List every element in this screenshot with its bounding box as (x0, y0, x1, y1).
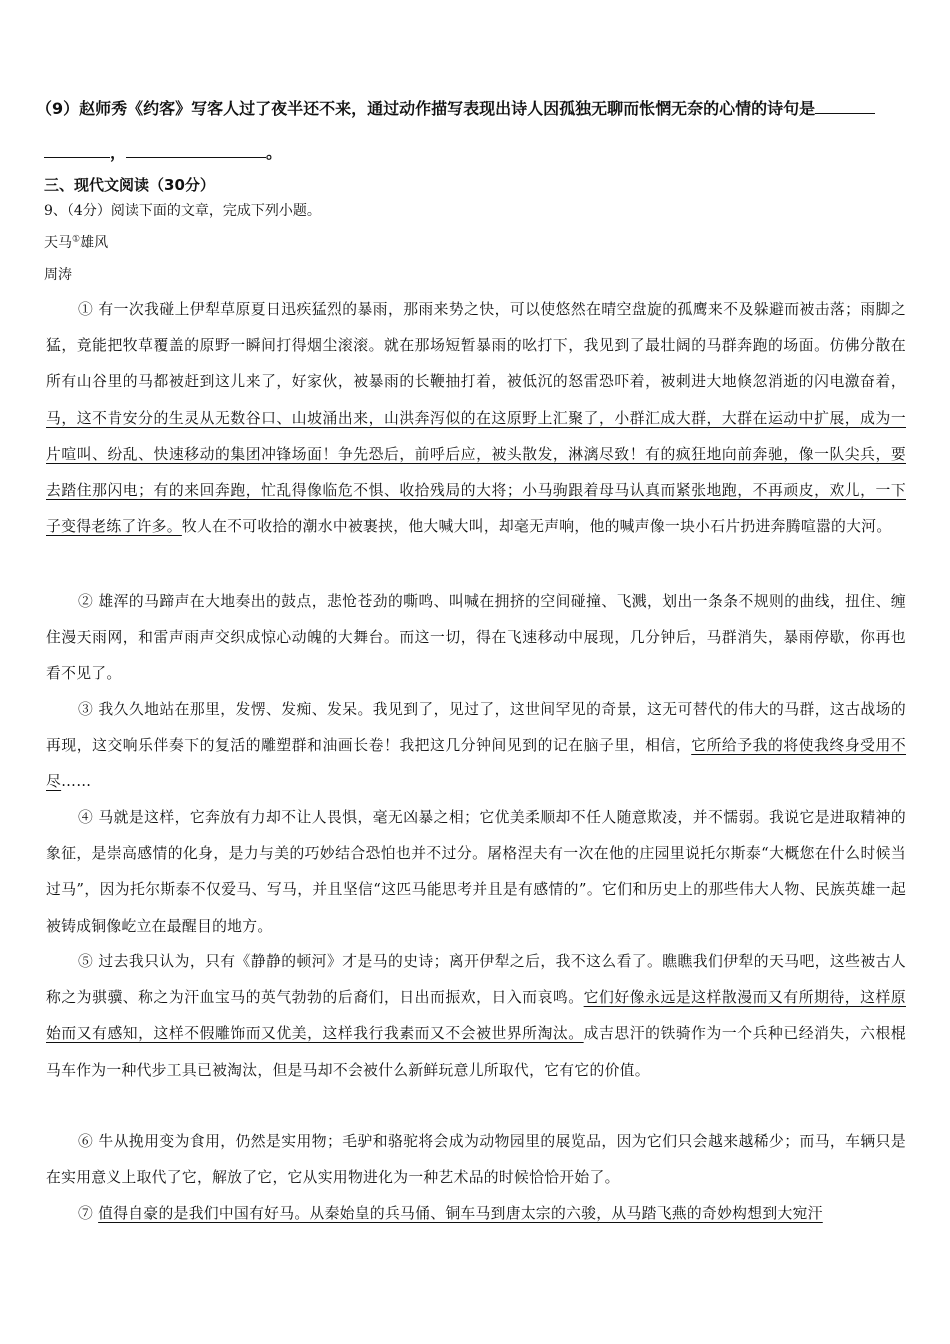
answer-blank-1[interactable] (815, 112, 875, 114)
answer-blank-1-cont[interactable] (44, 156, 110, 158)
blank-comma: ， (110, 143, 127, 162)
title-footnote-mark: ① (72, 234, 81, 245)
question-9-text: （9）赵师秀《约客》写客人过了夜半还不来，通过动作描写表现出诗人因孤独无聊而怅惘无奈的心情的诗句是 (36, 99, 816, 118)
paragraph-1 (46, 292, 906, 545)
paragraph-6: ⑥ 牛从挽用变为食用，仍然是实用物；毛驴和骆驼将会成为动物园里的展览品，因为它们只会越来越稀少；而马，车辆只是在实用意义上取代了它，解放了它，它从实用物进化为一种艺术品的时候恰恰开始了。 (46, 1133, 906, 1187)
p1-text-c: 牧人在不可收拾的潮水中被裹挟，他大喊大叫，却毫无声响，他的喊声像一块小石片扔进奔腾喧嚣的大河。 (181, 518, 892, 536)
p3-text-c: …… (61, 773, 92, 791)
p3-text-a: ③ 我久久地站在那里，发愣、发痴、发呆。我见到了，见过了，这世间罕见的奇景，这无可替代的伟大的马群，这古战场的再现，这交响乐伴奏下的复活的雕塑群和油画长卷！我把这几分钟间见到的记在脑子里，相信， (46, 701, 906, 755)
paragraph-5 (46, 944, 906, 1089)
p5-text-a: ⑤ 过去我只认为，只有《静静的顿河》才是马的史诗；离开伊犁之后，我不这么看了。瞧瞧我们伊犁的天马吧，这些被古人称之为骐骥、称之为汗血宝马的英气勃勃的后裔们，日出而振欢，日入而哀鸣。 (46, 953, 906, 1007)
paragraph-7 (46, 1196, 906, 1232)
title-rest: 雄风 (80, 235, 109, 251)
question-9-line2 (44, 140, 282, 163)
answer-blank-2[interactable] (126, 156, 266, 158)
paragraph-3 (46, 692, 906, 801)
question-9 (36, 98, 906, 120)
title-main: 天马 (44, 235, 72, 251)
paragraph-4: ④ 马就是这样，它奔放有力却不让人畏惧，毫无凶暴之相；它优美柔顺却不任人随意欺凌，并不懦弱。我说它是进取精神的象征，是崇高感情的化身，是力与美的巧妙结合恐怕也并不过分。屠格涅夫有一次在他的庄园里说托尔斯泰“大概您在什么时候当过马”，因为托尔斯泰不仅爱马、写马，并且坚信“这匹马能思考并且是有感情的”。它们和历史上的那些伟大人物、民族英雄一起被铸成铜像屹立在最醒目的地方。 (46, 809, 906, 935)
p3-underlined: 它所给予我的将使我终身受用不尽 (46, 737, 907, 791)
p1-text-a: ① 有一次我碰上伊犁草原夏日迅疾猛烈的暴雨，那雨来势之快，可以使悠然在晴空盘旋的孤鹰来不及躲避而被击落；雨脚之猛，竟能把牧草覆盖的原野一瞬间打得烟尘滚滚。就在那场短暂暴雨的吆打下，我见到了最壮阔的马群奔跑的场面。仿佛分散在所有山谷里的马都被赶到这儿来了，好家伙，被暴雨的长鞭抽打着，被低沉的怒雷恐吓着，被刺进大地倏忽消逝的闪电激奋着， (46, 301, 906, 391)
p7-underlined: 值得自豪的是我们中国有好马。从秦始皇的兵马俑、铜车马到唐太宗的六骏，从马踏飞燕的奇妙构想到大宛汗 (98, 1205, 823, 1222)
blank-period: 。 (266, 143, 283, 162)
p7-number: ⑦ (78, 1205, 99, 1222)
article-author: 周涛 (44, 267, 72, 283)
p1-underlined: 马，这不肯安分的生灵从无数谷口、山坡涌出来，山洪奔泻似的在这原野上汇聚了，小群汇成大群，大群在运动中扩展，成为一片喧叫、纷乱、快速移动的集团冲锋场面！争先恐后，前呼后应，被头散发，淋漓尽致！有的疯狂地向前奔驰，像一队尖兵，要去踏住那闪电；有的来回奔跑，忙乱得像临危不惧、收拾残局的大将；小马驹跟着母马认真而紧张地跑，不再顽皮，欢儿，一下子变得老练了许多。 (46, 409, 906, 536)
p5-underlined: 它们好像永远是这样散漫而又有所期待，这样原始而又有感知，这样不假雕饰而又优美，这样我行我素而又不会被世界所淘汰。 (46, 989, 906, 1043)
section-heading: 三、现代文阅读（30分） (44, 176, 215, 194)
paragraph-2: ② 雄浑的马蹄声在大地奏出的鼓点，悲怆苍劲的嘶鸣、叫喊在拥挤的空间碰撞、飞溅，划出一条条不规则的曲线，扭住、缠住漫天雨网，和雷声雨声交织成惊心动魄的大舞台。而这一切，得在飞速移动中展现，几分钟后，马群消失，暴雨停歇，你再也看不见了。 (46, 593, 906, 683)
p5-text-c: 成吉思汗的铁骑作为一个兵种已经消失，六根棍马车作为一种代步工具已被淘汰，但是马却不会被什么新鲜玩意儿所取代，它有它的价值。 (46, 1025, 906, 1079)
question-instruction: 9、（4分）阅读下面的文章，完成下列小题。 (44, 203, 321, 219)
article-title (44, 232, 108, 252)
